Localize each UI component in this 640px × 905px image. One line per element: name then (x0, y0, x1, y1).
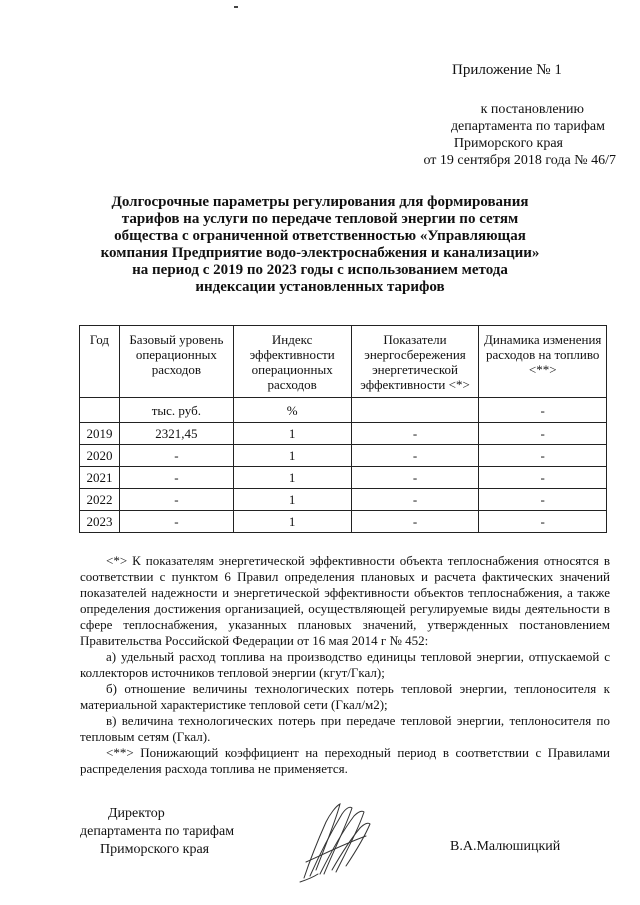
table-cell: 1 (233, 445, 351, 467)
parameters-table (79, 325, 607, 533)
footnote-item-b: б) отношение величины технологических потерь тепловой энергии, теплоносителя к материальной характеристике тепловой сети (Гкал/м2); (80, 681, 610, 712)
document-title (60, 194, 580, 296)
position-line: Приморского края (100, 842, 210, 857)
table-cell: - (119, 489, 233, 511)
table-cell: - (351, 511, 479, 533)
table-header-row (80, 326, 607, 398)
table-cell: - (479, 489, 607, 511)
appendix-reference (396, 101, 616, 169)
table-row (80, 489, 607, 511)
table-cell: 1 (233, 467, 351, 489)
table-cell: - (351, 445, 479, 467)
title-line: Долгосрочные параметры регулирования для формирования (111, 194, 529, 210)
table-row (80, 467, 607, 489)
table-cell: 1 (233, 511, 351, 533)
table-cell: тыс. руб. (119, 398, 233, 423)
title-line: тарифов на услуги по передаче тепловой энергии по сетям (121, 211, 519, 227)
table-cell: - (119, 511, 233, 533)
title-line: индексации установленных тарифов (195, 279, 445, 295)
title-line: общества с ограниченной ответственностью «Управляющая (114, 228, 526, 244)
footnote-item-c: в) величина технологических потерь при передаче тепловой энергии, теплоносителя по тепловым сетям (Гкал). (80, 713, 610, 744)
table-cell: - (351, 423, 479, 445)
table-cell: - (119, 467, 233, 489)
header-efficiency-index: Индекс эффективности операционных расходов (233, 326, 351, 398)
table-cell: - (351, 467, 479, 489)
table-cell: - (351, 489, 479, 511)
table-row (80, 445, 607, 467)
table-cell (80, 398, 120, 423)
appendix-ref-date: от 19 сентября 2018 года № 46/7 (423, 153, 616, 168)
footnote-energy-efficiency: <*> К показателям энергетической эффективности объекта теплоснабжения относятся в соответствии с пунктом 6 Правил определения плановых и расчета фактических значений показателей надежности и энергетической эффективности объектов теплоснабжения, а также определения достижения организацией, осуществляющей регулируемые виды деятельности в сфере теплоснабжения, указанных плановых значений, утвержденных постановлением Правительства Российской Федерации от 16 мая 2014 г № 452: (80, 553, 610, 648)
scan-mark (234, 6, 238, 8)
footnote-fuel: <**> Понижающий коэффициент на переходный период в соответствии с Правилами распределения расхода топлива не применяется. (80, 745, 610, 776)
handwritten-signature (296, 800, 376, 884)
header-base-opex: Базовый уровень операционных расходов (119, 326, 233, 398)
table-cell: - (479, 398, 607, 423)
header-year: Год (80, 326, 120, 398)
signer-name: В.А.Малюшицкий (450, 839, 561, 854)
appendix-title: Приложение № 1 (452, 62, 562, 78)
title-line: компания Предприятие водо-электроснабжения и канализации» (100, 245, 540, 261)
table-cell: % (233, 398, 351, 423)
position-line: Директор (108, 806, 165, 821)
table-cell: 2023 (80, 511, 120, 533)
table-cell: - (119, 445, 233, 467)
appendix-ref-line: Приморского края (453, 136, 563, 151)
footnote-item-a: а) удельный расход топлива на производство единицы тепловой энергии, отпускаемой с коллекторов источников тепловой энергии (кгут/Гкал); (80, 649, 610, 680)
table-cell: - (479, 467, 607, 489)
header-fuel-dynamics: Динамика изменения расходов на топливо <**> (479, 326, 607, 398)
appendix-ref-line: к постановлению (480, 102, 584, 117)
table-row (80, 511, 607, 533)
table-cell: - (479, 423, 607, 445)
table-cell: - (479, 511, 607, 533)
table-cell (351, 398, 479, 423)
table-cell: 1 (233, 423, 351, 445)
position-line: департамента по тарифам (80, 824, 235, 839)
signatory-position (80, 805, 260, 859)
table-cell: 2019 (80, 423, 120, 445)
footnotes (80, 553, 610, 777)
appendix-ref-line: департамента по тарифам (450, 119, 605, 134)
table-units-row (80, 398, 607, 423)
table-cell: 2021 (80, 467, 120, 489)
table-cell: 2321,45 (119, 423, 233, 445)
table-cell: 2020 (80, 445, 120, 467)
table-row (80, 423, 607, 445)
table-cell: 1 (233, 489, 351, 511)
title-line: на период с 2019 по 2023 годы с использованием метода (132, 262, 508, 278)
header-energy-saving: Показатели энергосбережения энергетической эффективности <*> (351, 326, 479, 398)
table-cell: 2022 (80, 489, 120, 511)
table-cell: - (479, 445, 607, 467)
